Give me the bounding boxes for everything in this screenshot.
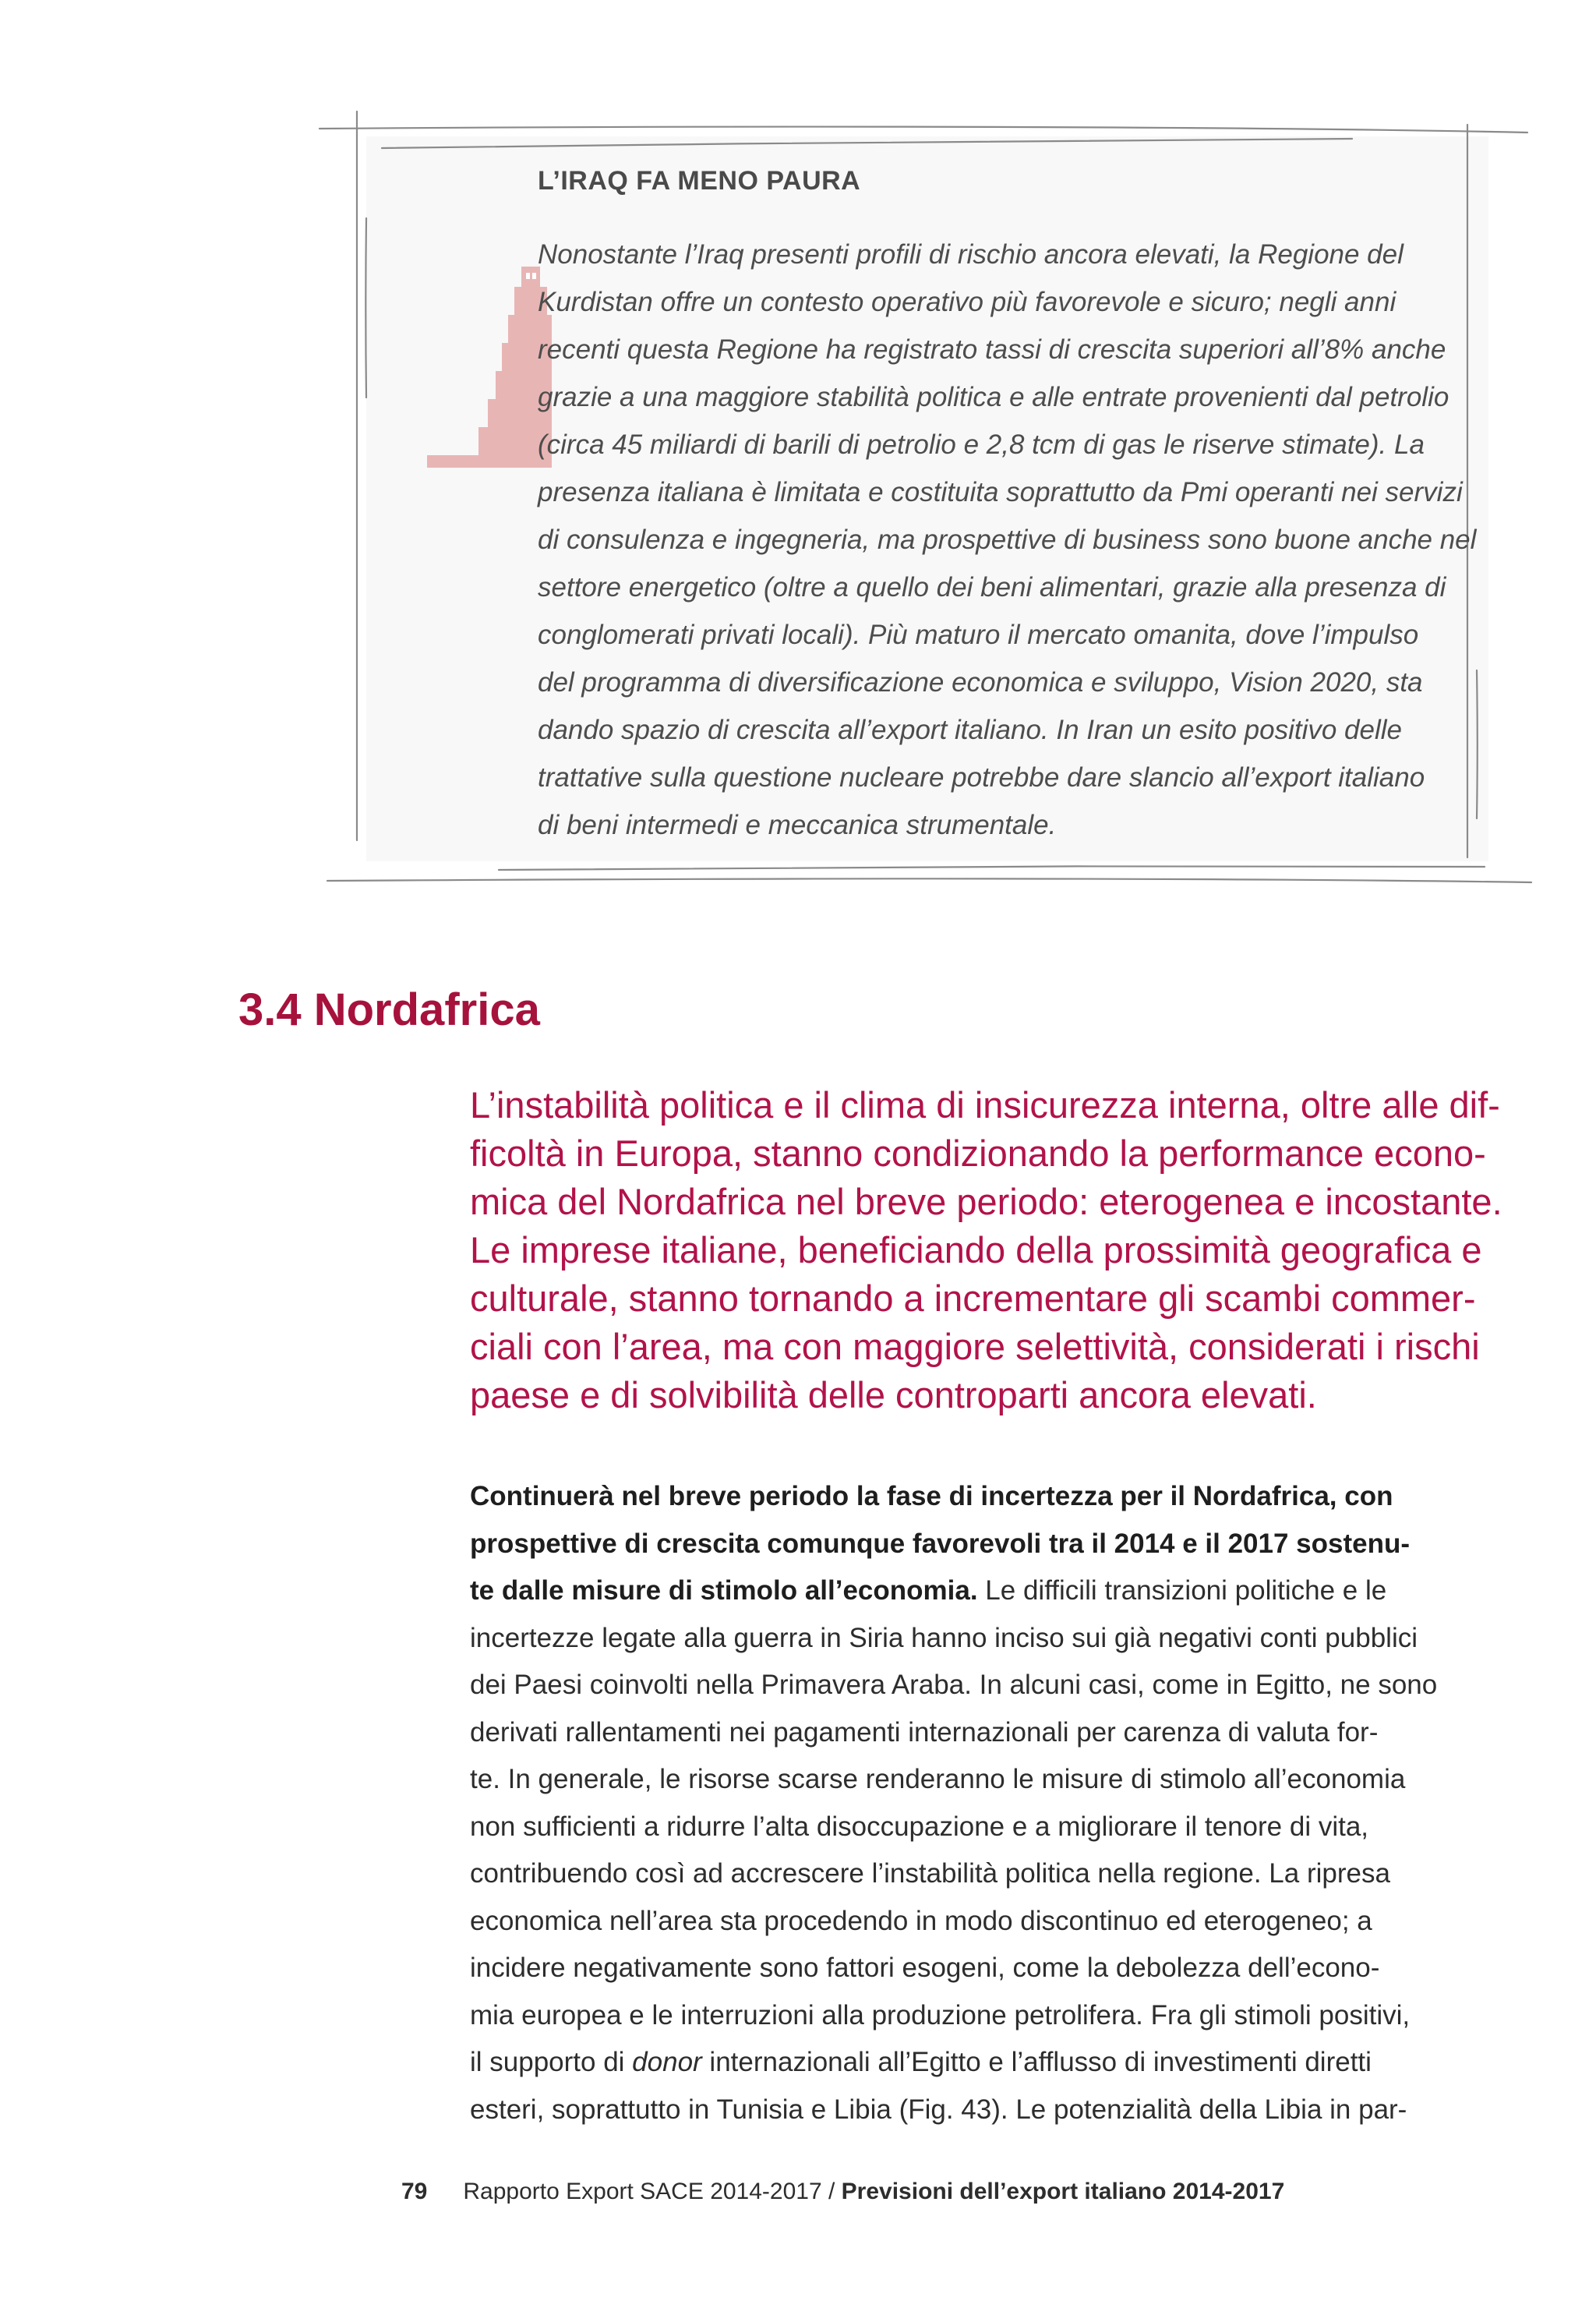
body-line: incidere negativamente sono fattori esogeni, come la debolezza dell’econo-	[470, 1953, 1380, 1983]
page-number: 79	[401, 2179, 428, 2204]
doc-title: Rapporto Export SACE 2014-2017 /	[463, 2179, 842, 2204]
box-line: settore energetico (oltre a quello dei beni alimentari, grazie alla presenza di	[538, 572, 1446, 603]
frame-bottom-line-1	[327, 878, 1531, 882]
body-bold-text: prospettive di crescita comunque favorevoli tra il 2014 e il 2017 sostenu-	[470, 1528, 1411, 1559]
lead-line: Le imprese italiane, beneficiando della prossimità geografica e	[470, 1229, 1482, 1271]
body-line: incertezze legate alla guerra in Siria hanno inciso sui già negativi conti pubblici	[470, 1622, 1418, 1653]
body-text: Le difficili transizioni politiche e le	[977, 1575, 1387, 1606]
box-line: trattative sulla questione nucleare potrebbe dare slancio all’export italiano	[538, 762, 1425, 793]
body-line: contribuendo così ad accrescere l’instabilità politica nella regione. La ripresa	[470, 1858, 1390, 1889]
frame-top-line-1	[320, 127, 1527, 133]
lead-paragraph	[470, 1081, 1502, 1419]
body-line	[470, 2039, 1475, 2087]
body-italic-text: donor	[632, 2047, 702, 2077]
body-line	[470, 1521, 1475, 1568]
body-line: te. In generale, le risorse scarse renderanno le misure di stimolo all’economia	[470, 1764, 1406, 1794]
body-bold-text: Continuerà nel breve periodo la fase di incertezza per il Nordafrica, con	[470, 1481, 1393, 1511]
box-line: (circa 45 miliardi di barili di petrolio e 2,8 tcm di gas le riserve stimate). La	[538, 429, 1425, 460]
box-line: del programma di diversificazione economica e sviluppo, Vision 2020, sta	[538, 667, 1423, 698]
section-title: 3.4 Nordafrica	[238, 984, 540, 1035]
body-line	[470, 1567, 1475, 1615]
frame-left-line	[356, 111, 357, 840]
lead-line: paese e di solvibilità delle controparti ancora elevati.	[470, 1374, 1317, 1415]
box-line: di consulenza e ingegneria, ma prospettive di business sono buone anche nel	[538, 525, 1477, 555]
box-line: di beni intermedi e meccanica strumentale.	[538, 810, 1057, 840]
lead-line: mica del Nordafrica nel breve periodo: eterogenea e incostante.	[470, 1181, 1502, 1222]
body-line	[470, 1473, 1475, 1521]
box-line: Kurdistan offre un contesto operativo più favorevole e sicuro; negli anni	[538, 287, 1396, 317]
body-bold-text: te dalle misure di stimolo all’economia.	[470, 1575, 978, 1606]
page-footer	[401, 2179, 1284, 2205]
body-line: dei Paesi coinvolti nella Primavera Araba. In alcuni casi, come in Egitto, ne sono	[470, 1670, 1438, 1700]
frame-bottom-line-2	[499, 866, 1485, 870]
lead-line: culturale, stanno tornando a incrementare gli scambi commer-	[470, 1278, 1476, 1319]
body-line: mia europea e le interruzioni alla produzione petrolifera. Fra gli stimoli positivi,	[470, 1999, 1411, 2030]
box-line: Nonostante l’Iraq presenti profili di rischio ancora elevati, la Regione del	[538, 239, 1404, 270]
box-line: conglomerati privati locali). Più maturo il mercato omanita, dove l’impulso	[538, 620, 1419, 650]
lead-line: ciali con l’area, ma con maggiore selettività, considerati i rischi	[470, 1326, 1480, 1367]
box-paragraph	[538, 231, 1477, 849]
minaret-illustration	[427, 267, 552, 486]
body-line: derivati rallentamenti nei pagamenti internazionali per carenza di valuta for-	[470, 1716, 1379, 1748]
doc-subtitle: Previsioni dell’export italiano 2014-2017	[841, 2179, 1285, 2204]
body-text: il supporto di	[470, 2047, 633, 2077]
box-line: grazie a una maggiore stabilità politica e alle entrate provenienti dal petrolio	[538, 382, 1449, 412]
body-text: internazionali all’Egitto e l’afflusso di investimenti diretti	[701, 2047, 1372, 2077]
body-line: economica nell’area sta procedendo in modo discontinuo ed eterogeneo; a	[470, 1905, 1372, 1936]
body-line: non sufficienti a ridurre l’alta disoccupazione e a migliorare il tenore di vita,	[470, 1811, 1369, 1842]
box-line: recenti questa Regione ha registrato tassi di crescita superiori all’8% anche	[538, 334, 1446, 365]
box-line: dando spazio di crescita all’export italiano. In Iran un esito positivo delle	[538, 715, 1402, 745]
lead-line: L’instabilità politica e il clima di insicurezza interna, oltre alle dif-	[470, 1084, 1500, 1126]
box-line: presenza italiana è limitata e costituita soprattutto da Pmi operanti nei servizi	[538, 477, 1463, 507]
body-paragraph	[470, 1473, 1475, 2133]
lead-line: ficoltà in Europa, stanno condizionando la performance econo-	[470, 1133, 1486, 1174]
body-line: esteri, soprattutto in Tunisia e Libia (Fig. 43). Le potenzialità della Libia in par-	[470, 2094, 1407, 2125]
box-title: L’IRAQ FA MENO PAURA	[538, 166, 861, 196]
